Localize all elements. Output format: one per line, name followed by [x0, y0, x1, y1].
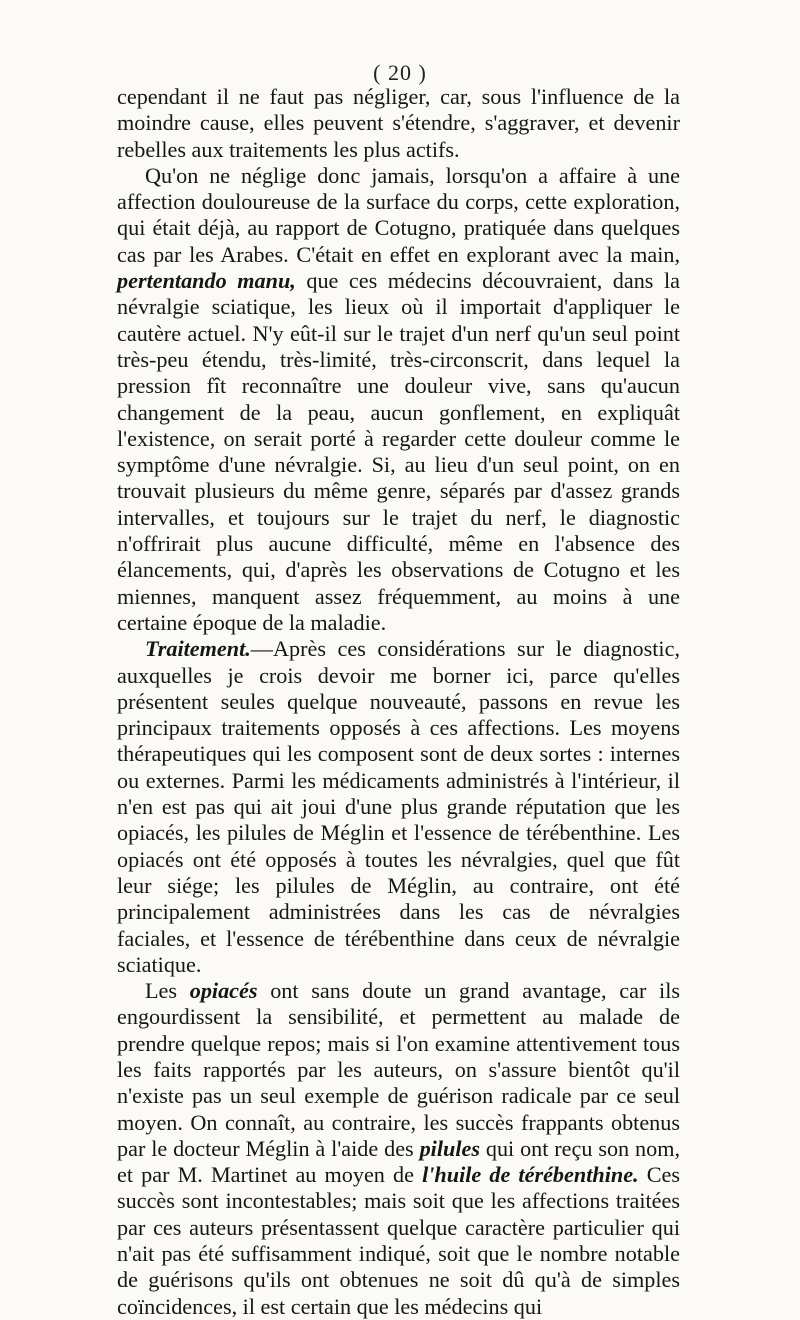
text-segment: —Après ces considérations sur le diagnostic, auxquelles je crois devoir me borner ici, parce qu'elles présentent seules quelque nouveauté, passons en revue les principaux traitements opposés à ces affections. Les moyens thérapeutiques qui les composent sont de deux sortes : internes ou externes. Parmi les médicaments administrés à l'intérieur, il n'en est pas qui ait joui d'une plus grande réputation que les opiacés, les pilules de Méglin et l'essence de térébenthine. Les opiacés ont été opposés à toutes les névralgies, quel que fût leur siége; les pilules de Méglin, au contraire, ont été principalement administrées dans les cas de névralgies faciales, et l'essence de térébenthine dans ceux de névralgie sciatique. — [117, 636, 680, 977]
paragraph-3 — [117, 636, 680, 978]
latin-phrase: pertentando manu, — [117, 268, 296, 294]
emphasis-huile: l'huile de térébenthine. — [422, 1162, 639, 1188]
paragraph-4 — [117, 978, 680, 1320]
text-segment: Les — [145, 978, 190, 1004]
section-heading-traitement: Traitement. — [145, 636, 251, 662]
emphasis-opiaces: opiacés — [189, 978, 258, 1004]
text-segment: Qu'on ne néglige donc jamais, lorsqu'on a affaire à une affection douloureuse de la surface du corps, cette exploration, qui était déjà, au rapport de Cotugno, pratiquée dans quelques cas par les Arabes. C'était en effet en explorant avec la main, — [117, 162, 680, 267]
text-segment: qui ont reçu son nom, et par M. Martinet au moyen de — [117, 1135, 680, 1188]
body-text — [117, 84, 680, 1320]
paragraph-2 — [117, 163, 680, 636]
text-segment: cependant il ne faut pas négliger, car, sous l'influence de la moindre cause, elles peuvent s'étendre, s'aggraver, et devenir rebelles aux traitements les plus actifs. — [117, 84, 680, 162]
text-segment: Ces succès sont incontestables; mais soit que les affections traitées par ces auteurs présentassent quelque caractère particulier qui n'ait pas été suffisamment indiqué, soit que le nombre notable de guérisons qu'ils ont obtenues ne soit dû qu'à de simples coïncidences, il est certain que les médecins qui — [117, 1162, 681, 1319]
text-segment: que ces médecins découvraient, dans la névralgie sciatique, les lieux où il importait d'appliquer le cautère actuel. N'y eût-il sur le trajet d'un nerf qu'un seul point très-peu étendu, très-limité, très-circonscrit, dans lequel la pression fît reconnaître une douleur vive, sans qu'aucun changement de la peau, aucun gonflement, en expliquât l'existence, on serait porté à regarder cette douleur comme le symptôme d'une névralgie. Si, au lieu d'un seul point, on en trouvait plusieurs du même genre, séparés par d'assez grands intervalles, et toujours sur le trajet du nerf, le diagnostic n'offrirait plus aucune difficulté, même en l'absence des élancements, qui, d'après les observations de Cotugno et les miennes, manquent assez fréquemment, au moins à une certaine époque de la maladie. — [117, 268, 680, 635]
text-segment: ont sans doute un grand avantage, car ils engourdissent la sensibilité, et permettent au malade de prendre quelque repos; mais si l'on examine attentivement tous les faits rapportés par les auteurs, on s'assure bientôt qu'il n'existe pas un seul exemple de guérison radicale par ce seul moyen. On connaît, au contraire, les succès frappants obtenus par le docteur Méglin à l'aide des — [117, 978, 680, 1161]
emphasis-pilules: pilules — [419, 1135, 480, 1161]
paragraph-1 — [117, 84, 680, 163]
page-number: ( 20 ) — [373, 60, 427, 85]
